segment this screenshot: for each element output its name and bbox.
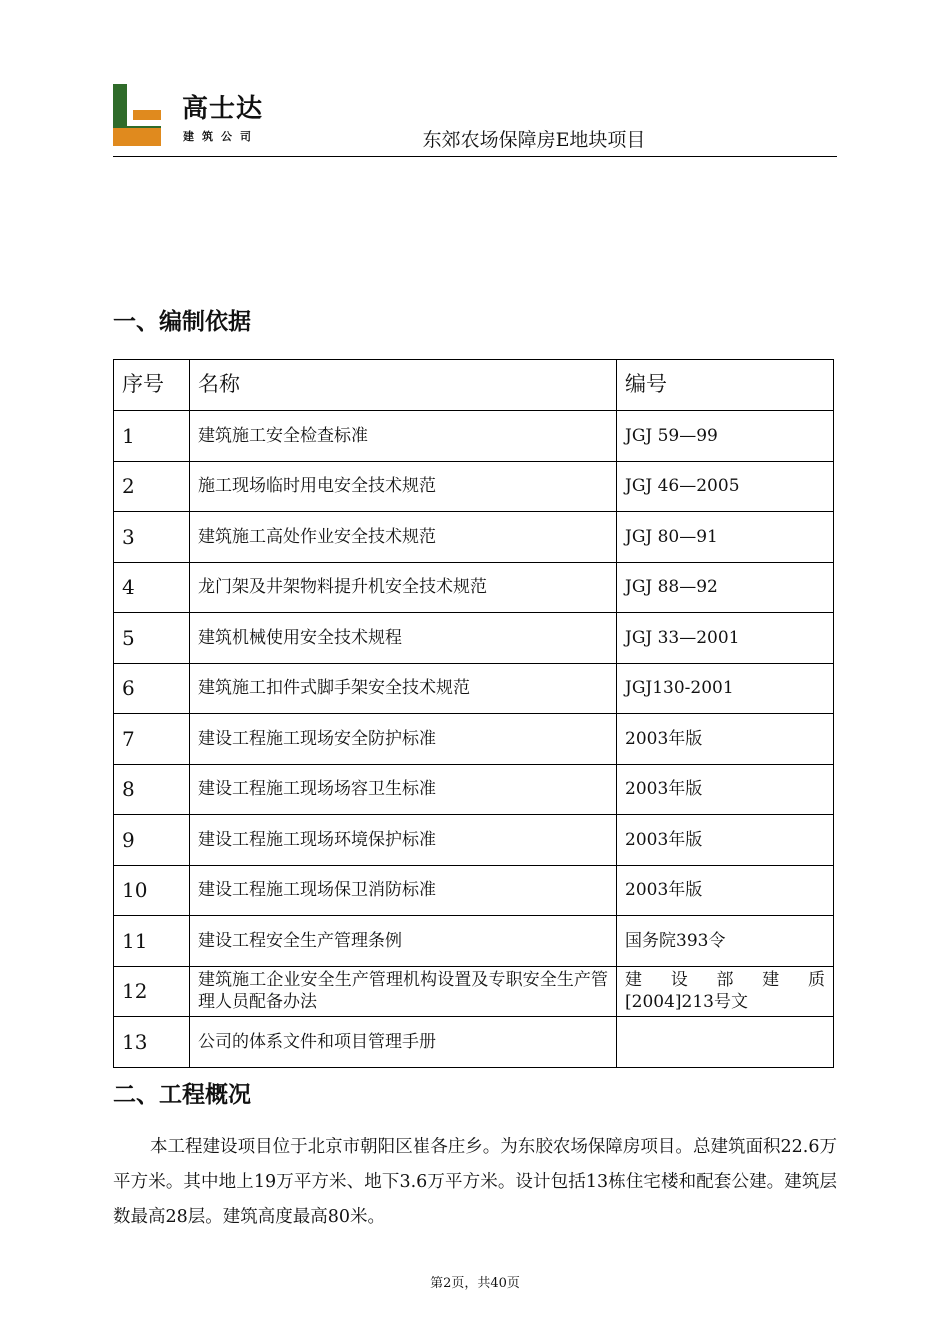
table-row (114, 562, 834, 613)
standard-name-cell: 建设工程施工现场保卫消防标准 (190, 865, 617, 916)
row-number-cell: 10 (114, 865, 190, 916)
table-row (114, 714, 834, 765)
table-row (114, 663, 834, 714)
standard-code-cell: 2003年版 (617, 714, 834, 765)
row-number-cell: 6 (114, 663, 190, 714)
standard-code-cell (617, 1017, 834, 1068)
standard-code-cell: JGJ 33—2001 (617, 613, 834, 664)
row-number-cell: 1 (114, 411, 190, 462)
row-number-cell: 8 (114, 764, 190, 815)
standard-name-cell: 建筑施工企业安全生产管理机构设置及专职安全生产管理人员配备办法 (190, 966, 617, 1017)
standard-code-cell: 2003年版 (617, 865, 834, 916)
standard-code-cell: 2003年版 (617, 815, 834, 866)
row-number-cell: 9 (114, 815, 190, 866)
standard-code-cell: 建 设 部 建 质 [2004]213号文 (617, 966, 834, 1017)
row-number-cell: 5 (114, 613, 190, 664)
standard-name-cell: 建设工程施工现场安全防护标准 (190, 714, 617, 765)
row-number-cell: 2 (114, 461, 190, 512)
standard-name-cell: 公司的体系文件和项目管理手册 (190, 1017, 617, 1068)
standard-name-cell: 施工现场临时用电安全技术规范 (190, 461, 617, 512)
project-title: 东郊农场保障房E地块项目 (422, 129, 646, 151)
table-row (114, 512, 834, 563)
standard-name-cell: 建筑施工安全检查标准 (190, 411, 617, 462)
table-row (114, 966, 834, 1017)
company-subtitle: 建筑公司 (183, 130, 259, 143)
standard-code-cell: JGJ130-2001 (617, 663, 834, 714)
table-row (114, 815, 834, 866)
basis-table (113, 359, 834, 1068)
standard-code-cell: JGJ 80—91 (617, 512, 834, 563)
page-number: 第2页，共40页 (430, 1276, 520, 1291)
section-title-basis: 一、编制依据 (113, 309, 251, 335)
standard-name-cell: 龙门架及井架物料提升机安全技术规范 (190, 562, 617, 613)
row-number-cell: 4 (114, 562, 190, 613)
overview-paragraph: 本工程建设项目位于北京市朝阳区崔各庄乡。为东胶农场保障房项目。总建筑面积22.6万平方米。其中地上19万平方米、地下3.6万平方米。设计包括13栋住宅楼和配套公建。建筑层数最高28层。建筑高度最高80米。 (113, 1137, 837, 1227)
table-header-row (114, 360, 834, 411)
header-divider (113, 156, 837, 157)
row-number-cell: 3 (114, 512, 190, 563)
standard-name-cell: 建筑施工高处作业安全技术规范 (190, 512, 617, 563)
header-cell-name: 名称 (190, 360, 617, 411)
row-number-cell: 13 (114, 1017, 190, 1068)
standard-name-cell: 建设工程施工现场场容卫生标准 (190, 764, 617, 815)
row-number-cell: 7 (114, 714, 190, 765)
table-row (114, 764, 834, 815)
header-cell-code: 编号 (617, 360, 834, 411)
standard-name-cell: 建设工程安全生产管理条例 (190, 916, 617, 967)
table-row (114, 916, 834, 967)
standard-name-cell: 建筑机械使用安全技术规程 (190, 613, 617, 664)
table-row (114, 613, 834, 664)
table-row (114, 1017, 834, 1068)
standard-code-cell: JGJ 46—2005 (617, 461, 834, 512)
section-title-overview: 二、工程概况 (113, 1082, 251, 1108)
table-row (114, 865, 834, 916)
standard-code-cell: JGJ 59—99 (617, 411, 834, 462)
table-row (114, 461, 834, 512)
table-row (114, 411, 834, 462)
standard-name-cell: 建筑施工扣件式脚手架安全技术规范 (190, 663, 617, 714)
standard-code-cell: JGJ 88—92 (617, 562, 834, 613)
header-cell-no: 序号 (114, 360, 190, 411)
row-number-cell: 12 (114, 966, 190, 1017)
standard-code-cell: 2003年版 (617, 764, 834, 815)
row-number-cell: 11 (114, 916, 190, 967)
standard-name-cell: 建设工程施工现场环境保护标准 (190, 815, 617, 866)
standard-code-cell: 国务院393令 (617, 916, 834, 967)
company-name: 高士达 (182, 94, 264, 124)
